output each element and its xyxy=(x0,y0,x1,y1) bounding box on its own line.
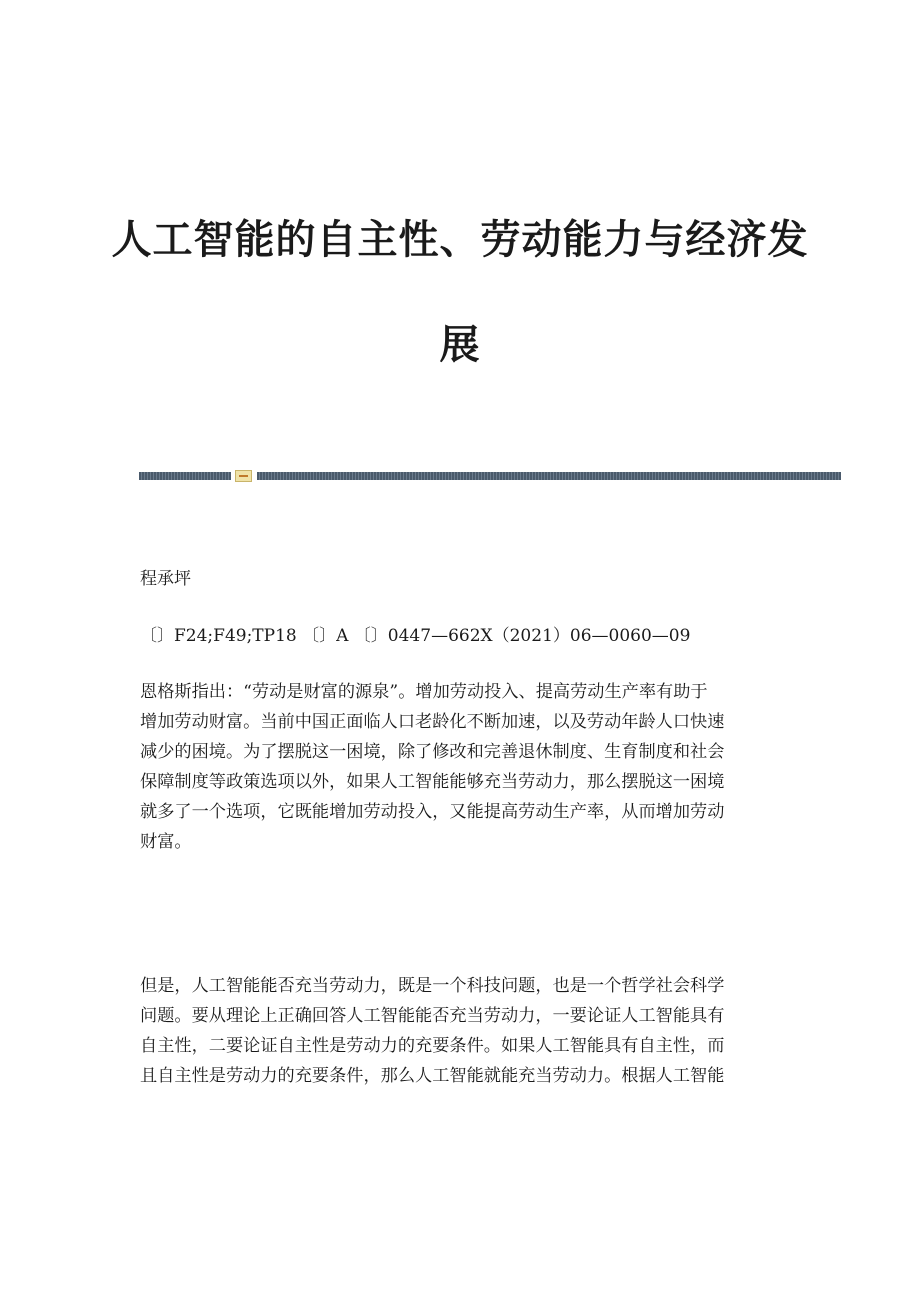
paragraph-line: 就多了一个选项，它既能增加劳动投入，又能提高劳动生产率，从而增加劳动 xyxy=(140,802,725,822)
body-paragraph xyxy=(140,971,780,1091)
divider-bar-left xyxy=(139,472,231,480)
divider-ornament-icon xyxy=(235,470,252,482)
title-divider xyxy=(139,470,841,482)
paragraph-line: 财富。 xyxy=(140,832,192,852)
paragraph-line: 且自主性是劳动力的充要条件，那么人工智能就能充当劳动力。根据人工智能 xyxy=(140,1066,725,1086)
paragraph-line: 减少的困境。为了摆脱这一困境，除了修改和完善退休制度、生育制度和社会 xyxy=(140,742,725,762)
paragraph-line: 但是，人工智能能否充当劳动力，既是一个科技问题，也是一个哲学社会科学 xyxy=(140,976,725,996)
title-line: 人工智能的自主性、劳动能力与经济发 xyxy=(111,217,809,263)
classification-codes: 〔〕F24;F49;TP18 〔〕A 〔〕0447—662X（2021）06—0060—09 xyxy=(140,626,691,646)
title-line: 展 xyxy=(439,322,481,368)
paragraph-line: 自主性，二要论证自主性是劳动力的充要条件。如果人工智能具有自主性，而 xyxy=(140,1036,725,1056)
paragraph-line: 增加劳动财富。当前中国正面临人口老龄化不断加速，以及劳动年龄人口快速 xyxy=(140,712,725,732)
author-name: 程承坪 xyxy=(140,569,191,589)
divider-bar-right xyxy=(257,472,841,480)
paragraph-line: 问题。要从理论上正确回答人工智能能否充当劳动力，一要论证人工智能具有 xyxy=(140,1006,725,1026)
body-paragraph xyxy=(140,677,780,857)
paragraph-line: 恩格斯指出：“劳动是财富的源泉”。增加劳动投入、提高劳动生产率有助于 xyxy=(140,682,708,702)
paragraph-line: 保障制度等政策选项以外，如果人工智能能够充当劳动力，那么摆脱这一困境 xyxy=(140,772,725,792)
document-title xyxy=(100,188,820,398)
